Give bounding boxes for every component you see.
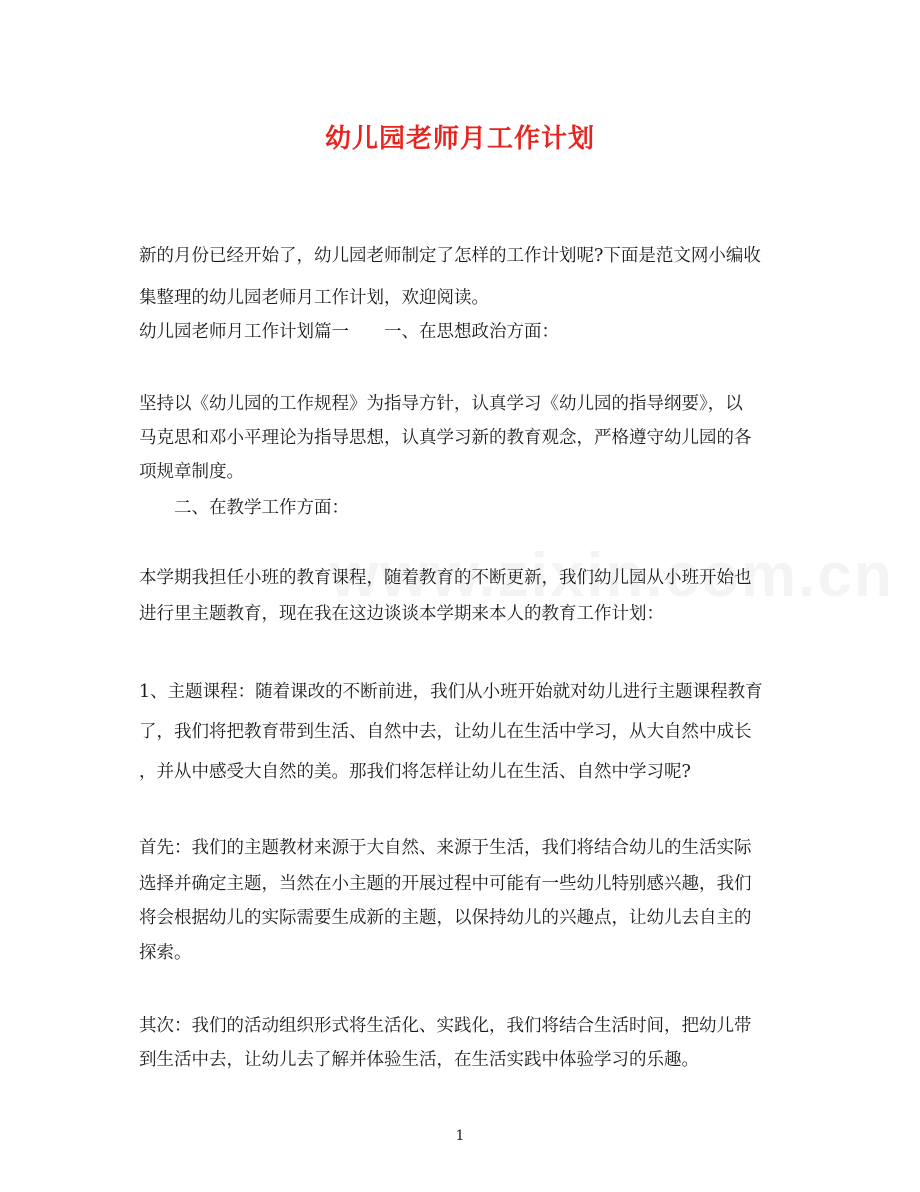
paragraph-line: 探索。	[139, 943, 192, 963]
paragraph-line: 到生活中去，让幼儿去了解并体验生活，在生活实践中体验学习的乐趣。	[139, 1050, 699, 1070]
paragraph-line: 首先：我们的主题教材来源于大自然、来源于生活，我们将结合幼儿的生活实际	[139, 838, 752, 858]
paragraph-line: 选择并确定主题，当然在小主题的开展过程中可能有一些幼儿特别感兴趣，我们	[139, 874, 752, 894]
paragraph-line: 项规章制度。	[139, 462, 244, 482]
paragraph-line: 幼儿园老师月工作计划篇一 一、在思想政治方面：	[139, 322, 559, 342]
paragraph-line: 本学期我担任小班的教育课程，随着教育的不断更新，我们幼儿园从小班开始也	[139, 568, 752, 588]
paragraph-line: 坚持以《幼儿园的工作规程》为指导方针，认真学习《幼儿园的指导纲要》，以	[139, 394, 743, 414]
paragraph-line: 将会根据幼儿的实际需要生成新的主题，以保持幼儿的兴趣点，让幼儿去自主的	[139, 908, 752, 928]
paragraph-line: 二、在教学工作方面：	[139, 498, 349, 518]
paragraph-line: 集整理的幼儿园老师月工作计划，欢迎阅读。	[139, 288, 489, 308]
paragraph-line: 了，我们将把教育带到生活、自然中去，让幼儿在生活中学习，从大自然中成长	[139, 722, 752, 742]
page-number: 1	[455, 1128, 465, 1144]
paragraph-line: ，并从中感受大自然的美。那我们将怎样让幼儿在生活、自然中学习呢?	[139, 762, 691, 782]
paragraph-line: 新的月份已经开始了，幼儿园老师制定了怎样的工作计划呢?下面是范文网小编收	[139, 246, 761, 266]
paragraph-line: 进行里主题教育，现在我在这边谈谈本学期来本人的教育工作计划：	[139, 604, 664, 624]
document-title: 幼儿园老师月工作计划	[324, 124, 595, 154]
paragraph-line: 1、主题课程：随着课改的不断前进，我们从小班开始就对幼儿进行主题课程教育	[139, 682, 763, 702]
paragraph-line: 马克思和邓小平理论为指导思想，认真学习新的教育观念，严格遵守幼儿园的各	[139, 428, 752, 448]
paragraph-line: 其次：我们的活动组织形式将生活化、实践化，我们将结合生活时间，把幼儿带	[139, 1016, 752, 1036]
